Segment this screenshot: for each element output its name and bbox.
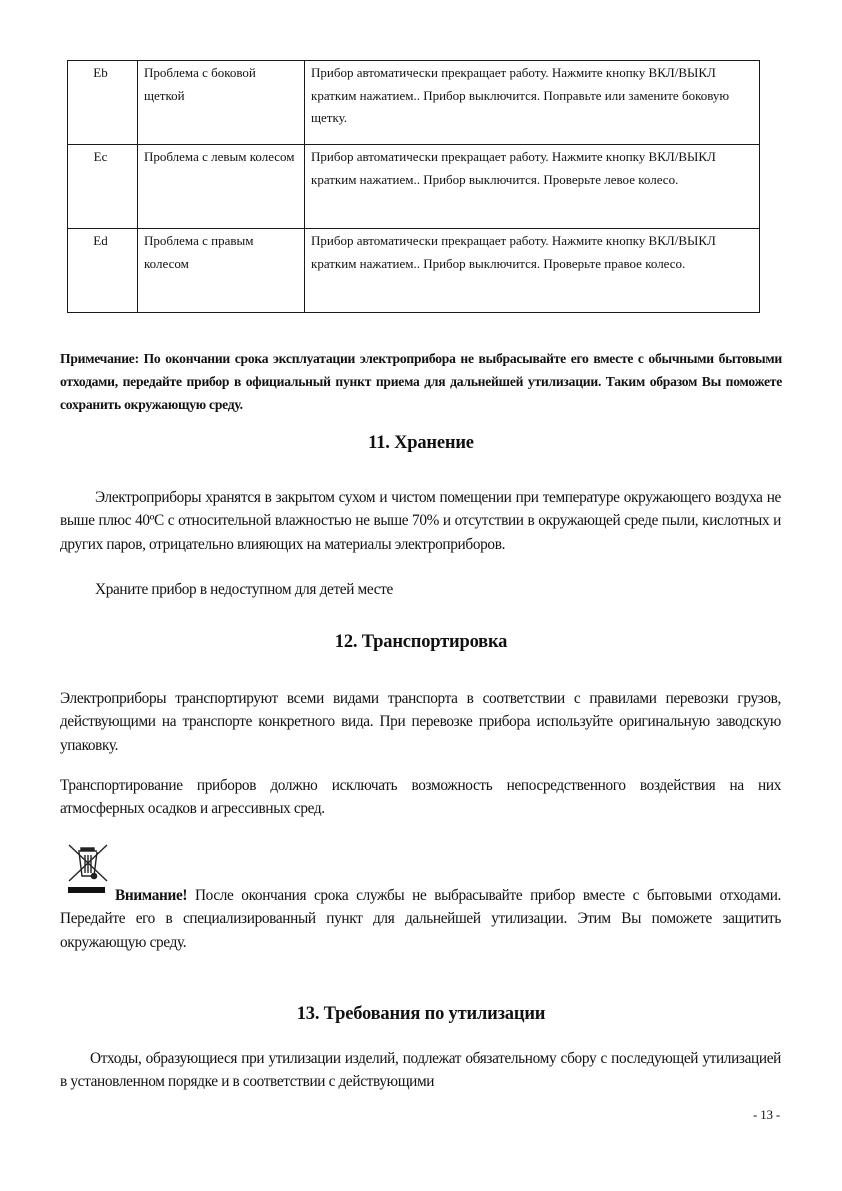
warning-text: После окончания срока службы не выбрасывайте прибор вместе с бытовыми отходами. Передайте его в специализированный пункт для дальнейшей утилизации. Этим Вы поможете защитить окружающую среду. [60,887,781,951]
warning-label: Внимание! [115,887,188,904]
table-row [68,229,760,313]
error-code: Ec [68,145,138,229]
weee-crossed-bin-icon [66,843,110,883]
action-description: Прибор автоматически прекращает работу. Нажмите кнопку ВКЛ/ВЫКЛ кратким нажатием.. Прибор выключится. Поправьте или замените боковую щетку. [305,61,760,145]
storage-child-note: Храните прибор в недоступном для детей месте [95,581,393,598]
section-title-disposal: 13. Требования по утилизации [296,1004,546,1024]
problem-description: Проблема с боковой щеткой [138,61,305,145]
table-row [68,61,760,145]
problem-description: Проблема с правым колесом [138,229,305,313]
table-row [68,145,760,229]
error-code: Eb [68,61,138,145]
error-code: Ed [68,229,138,313]
action-description: Прибор автоматически прекращает работу. Нажмите кнопку ВКЛ/ВЫКЛ кратким нажатием.. Прибор выключится. Проверьте левое колесо. [305,145,760,229]
problem-description: Проблема с левым колесом [138,145,305,229]
page-number: - 13 - [753,1107,780,1122]
warning-paragraph [60,884,781,954]
disposal-note: Примечание: По окончании срока эксплуатации электроприбора не выбрасывайте его вместе с обычными бытовыми отходами, передайте прибор в официальный пункт приема для дальнейшей утилизации. Таким образом Вы поможете сохранить окружающую среду. [60,350,782,413]
disposal-paragraph: Отходы, образующиеся при утилизации изделий, подлежат обязательному сбору с последующей утилизацией в установленном порядке и в соответствии с действующими [60,1050,781,1091]
action-description: Прибор автоматически прекращает работу. Нажмите кнопку ВКЛ/ВЫКЛ кратким нажатием.. Прибор выключится. Проверьте правое колесо. [305,229,760,313]
transport-paragraph: Электроприборы транспортируют всеми видами транспорта в соответствии с правилами перевозки грузов, действующими на транспорте конкретного вида. При перевозке прибора используйте оригинальную заводскую упаковку. [60,690,781,754]
section-title-transport: 12. Транспортировка [334,632,508,652]
section-title-storage: 11. Хранение [368,433,474,453]
error-code-table [67,60,760,313]
storage-paragraph: Электроприборы хранятся в закрытом сухом и чистом помещении при температуре окружающего воздуха не выше плюс 40ºС с относительной влажностью не выше 70% и отсутствии в окружающей среде пыли, кислотных и других паров, отрицательно влияющих на материалы электроприборов. [60,489,781,553]
transport-protection-paragraph: Транспортирование приборов должно исключать возможность непосредственного воздействия на них атмосферных осадков и агрессивных сред. [60,777,781,818]
